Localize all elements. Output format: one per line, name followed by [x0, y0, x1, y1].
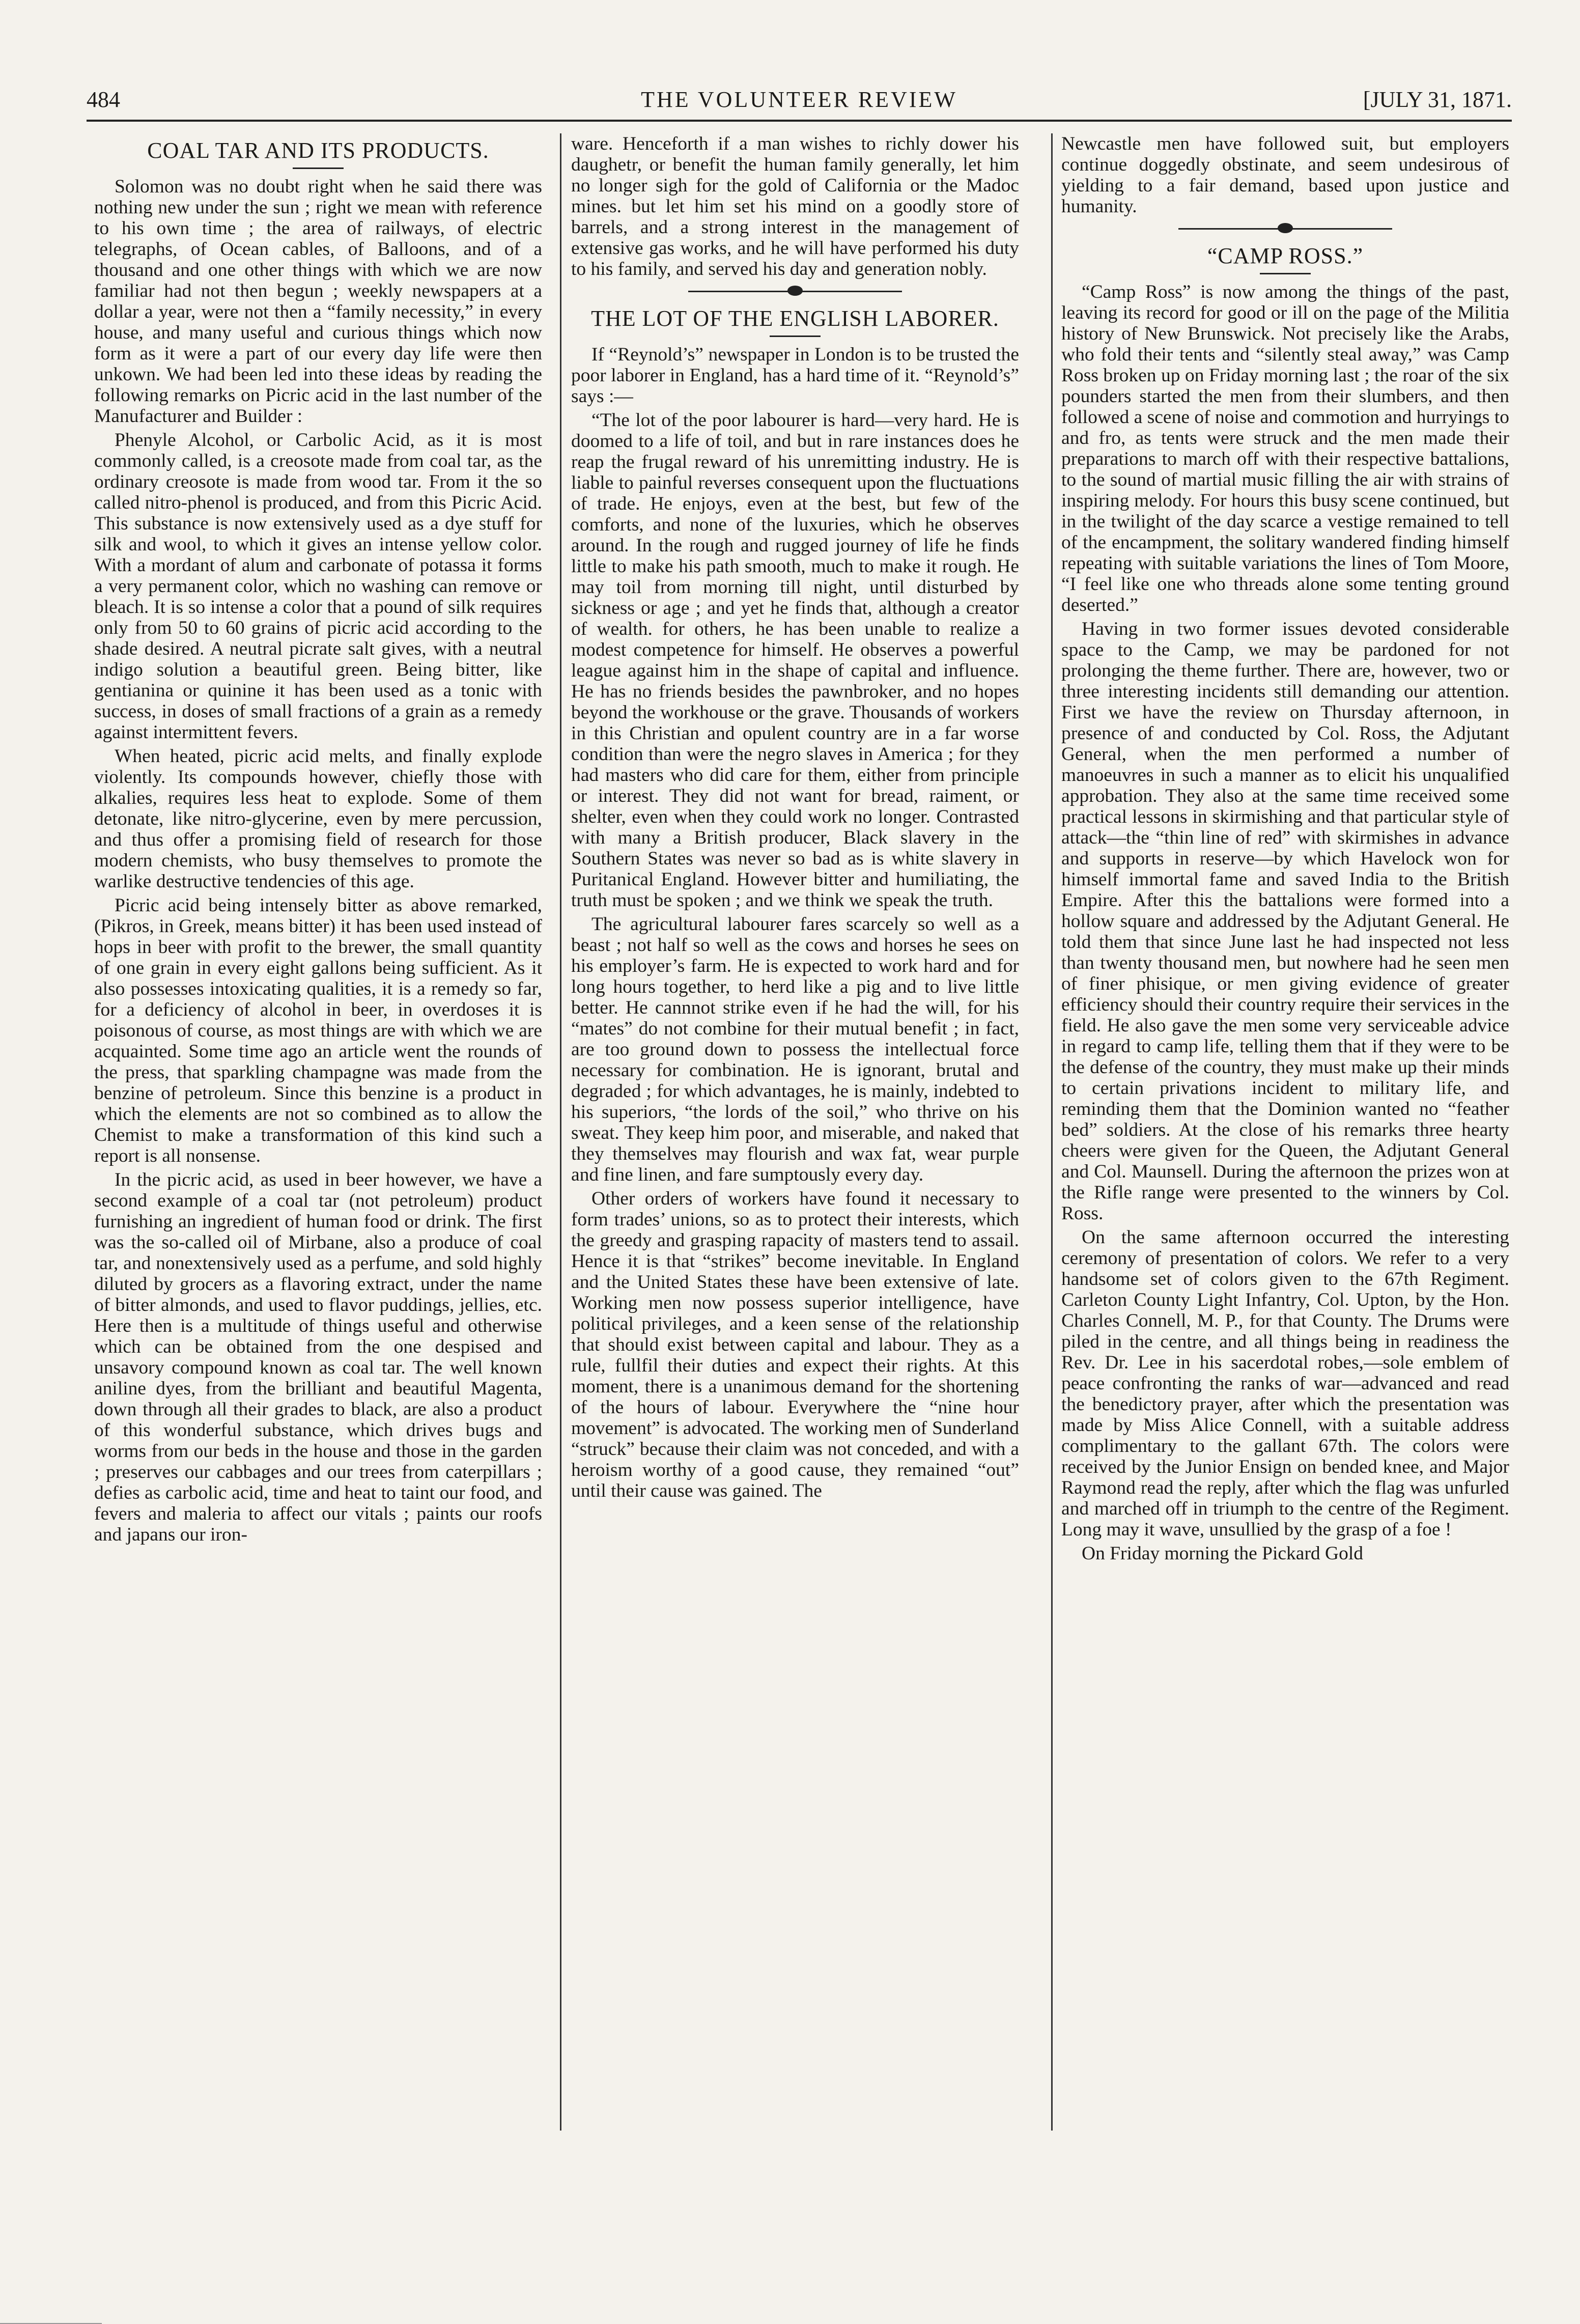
article-title: THE LOT OF THE ENGLISH LABORER. [591, 306, 999, 331]
column-2 [571, 133, 1019, 2222]
paragraph: In the picric acid, as used in beer however, we have a second example of a coal tar (not petroleum) product furnishing an ingredient of human food or drink. The first was the so-called oil of Mirbane, also a produce of coal tar, and nonextensively used as a perfume, and sold highly diluted by grocers as a flavoring extract, under the name of bitter almonds, and used to flavor puddings, jellies, etc. Here then is a multitude of things useful and otherwise which can be obtained from the one despised and unsavory compound known as coal tar. The well known aniline dyes, from the brilliant and beautiful Magenta, down through all their grades to black, are also a product of this wonderful substance, which drives bugs and worms from our beds in the house and those in the garden ; preserves our cabbages and our trees from caterpillars ; defies as carbolic acid, time and heat to taint our food, and fevers and maleria to affect our vitals ; paints our roofs and japans our iron- [94, 1169, 542, 1545]
masthead: THE VOLUNTEER REVIEW [641, 87, 957, 112]
page-header [87, 87, 1512, 122]
paragraph: Solomon was no doubt right when he said there was nothing new under the sun ; right we mean with reference to his own time ; the area of railways, of electric telegraphs, of Ocean cables, of Balloons, and of a thousand and one other things with which we are now familiar had not then begun ; weekly newspapers at a dollar a year, were not then a “family necessity,” in every house, and many useful and curious things which now form as it were a part of our every day life were then unkown. We had been led into these ideas by reading the following remarks on Picric acid in the last number of the Manufacturer and Builder : [94, 176, 542, 427]
column-1 [94, 133, 542, 2222]
article-title: COAL TAR AND ITS PRODUCTS. [147, 138, 489, 163]
section-divider [1178, 228, 1392, 232]
paragraph: “Camp Ross” is now among the things of the past, leaving its record for good or ill on the page of the Militia history of New Brunswick. Not precisely like the Arabs, who fold their tents and “silently steal away,” was Camp Ross broken up on Friday morning last ; the roar of the six pounders started the men from their slumbers, and then followed a scene of noise and commotion and hurryings to and fro, as tents were struck and the men made their preparations to march off with their respective battalions, to the sound of martial music filling the air with strains of inspiring melody. For hours this busy scene continued, but in the twilight of the day scarce a vestige remained to tell of the encampment, the solitary wandered finding himself repeating with suitable variations the lines of Tom Moore, “I feel like one who threads alone some tenting ground deserted.” [1061, 282, 1509, 615]
column-3 [1061, 133, 1509, 2222]
paragraph: Having in two former issues devoted considerable space to the Camp, we may be pardoned for not prolonging the theme further. There are, however, two or three interesting incidents still demanding our attention. First we have the review on Thursday afternoon, in presence of and conducted by Col. Ross, the Adjutant General, when the men performed a number of manoeuvres in such a manner as to elicit his unqualified approbation. They also at the same time received some practical lessons in skirmishing and that particular style of attack—the “thin line of red” with skirmishes in advance and supports in reserve—by which Havelock won for himself immortal fame and saved India to the British Empire. After this the battalions were formed into a hollow square and addressed by the Adjutant General. He told them that since June last he had inspected not less than twenty thousand men, but nowhere had he seen men of finer phisique, or men giving evidence of greater efficiency should their country require their services in the field. He also gave the men some very serviceable advice in regard to camp life, telling them that if they were to be the defense of the country, they must make up their minds to certain privations incident to military life, and reminding them that the Dominion wanted no “feather bed” soldiers. At the close of his remarks three hearty cheers were given for the Queen, the Adjutant General and Col. Maunsell. During the afternoon the prizes won at the Rifle range were presented to the winners by Col. Ross. [1061, 619, 1509, 1224]
issue-date: [JULY 31, 1871. [1363, 87, 1512, 112]
header-rule [87, 120, 1512, 122]
paragraph: If “Reynold’s” newspaper in London is to be trusted the poor laborer in England, has a hard time of it. “Reynold’s” says :— [571, 344, 1019, 407]
article-title: “CAMP ROSS.” [1207, 243, 1364, 268]
paragraph: Picric acid being intensely bitter as above remarked, (Pikros, in Greek, means bitter) it has been used instead of hops in beer with profit to the brewer, the small quantity of one grain in every eight gallons being sufficient. As it also possesses intoxicating qualities, it is a remedy so far, for a deficiency of alcohol in beer, in overdoses it is poisonous of course, as most things are with which we are acquainted. Some time ago an article went the rounds of the press, that sparkling champagne was made from the benzine of petroleum. Since this benzine is a product in which the elements are not so combined as to allow the Chemist to make a transformation of this kind such a report is all nonsense. [94, 895, 542, 1166]
section-divider [688, 291, 902, 294]
title-rule [1260, 273, 1311, 274]
column-divider [560, 133, 561, 2131]
paragraph: Newcastle men have followed suit, but employers continue doggedly obstinate, and seem undesirous of yielding to a fair demand, based upon justice and humanity. [1061, 133, 1509, 217]
title-rule [770, 335, 821, 337]
paragraph: When heated, picric acid melts, and finally explode violently. Its compounds however, chiefly those with alkalies, requires less heat to explode. Some of them detonate, like nitro-glycerine, even by mere percussion, and thus offer a promising field of research for those modern chemists, who busy themselves to promote the warlike destructive tendencies of this age. [94, 746, 542, 892]
paragraph: The agricultural labourer fares scarcely so well as a beast ; not half so well as the cows and horses he sees on his employer’s farm. He is expected to work hard and for long hours together, to herd like a pig and to live little better. He cannnot strike even if he had the will, for his “mates” do not combine for their mutual benefit ; in fact, are too ground down to possess the intellectual force necessary for combination. He is ignorant, brutal and degraded ; for which advantages, he is mainly, indebted to his superiors, “the lords of the soil,” who thrive on his sweat. They keep him poor, and miserable, and naked that they themselves may flourish and wax fat, wear purple and fine linen, and fare sumptously every day. [571, 914, 1019, 1185]
paragraph: On the same afternoon occurred the interesting ceremony of presentation of colors. We refer to a very handsome set of colors given to the 67th Regiment. Carleton County Light Infantry, Col. Upton, by the Hon. Charles Connell, M. P., for that County. The Drums were piled in the centre, and all things being in readiness the Rev. Dr. Lee in his sacerdotal robes,—sole emblem of peace confronting the ranks of war—advanced and read the benedictory prayer, after which the presentation was made by Miss Alice Connell, with a suitable address complimentary to the gallant 67th. The colors were received by the Junior Ensign on bended knee, and Major Raymond read the reply, after which the flag was unfurled and marched off in triumph to the centre of the Regiment. Long may it wave, unsullied by the grasp of a foe ! [1061, 1227, 1509, 1540]
paragraph: On Friday morning the Pickard Gold [1082, 1543, 1364, 1564]
title-rule [293, 167, 344, 169]
paragraph: “The lot of the poor labourer is hard—very hard. He is doomed to a life of toil, and but in rare instances does he reap the frugal reward of his unremitting industry. He is liable to painful reverses consequent upon the fluctuations of trade. He enjoys, even at the best, but few of the comforts, and none of the luxuries, which he observes around. In the rough and rugged journey of life he finds little to make his path smooth, much to make it rough. He may toil from morning till night, until disturbed by sickness or age ; and yet he finds that, although a creator of wealth. for others, he has been unable to realize a modest competence for himself. He observes a powerful league against him in the shape of capital and influence. He has no friends besides the pawnbroker, and no hopes beyond the workhouse or the grave. Thousands of workers in this Christian and opulent country are in a far worse condition than were the negro slaves in America ; for they had masters who did care for them, either from principle or interest. They did not want for bread, raiment, or shelter, even when they could work no longer. Contrasted with many a British producer, Black slavery in the Southern States was never so bad as is white slavery in Puritanical England. However bitter and humiliating, the truth must be spoken ; and we think we speak the truth. [571, 410, 1019, 911]
page-number: 484 [87, 87, 120, 112]
paragraph: Other orders of workers have found it necessary to form trades’ unions, so as to protect their interests, which the greedy and grasping rapacity of masters tend to assail. Hence it is that “strikes” become inevitable. In England and the United States these have been extensive of late. Working men now possess superior intelligence, have political privileges, and a keen sense of the relationship that should exist between capital and labour. They as a rule, fullfil their duties and expect their rights. At this moment, there is a unanimous demand for the shortening of the hours of labour. Everywhere the “nine hour movement” is advocated. The working men of Sunderland “struck” because their claim was not conceded, and with a heroism worthy of a good cause, they remained “out” until their cause was gained. The [571, 1188, 1019, 1501]
column-divider [1051, 133, 1053, 2131]
paragraph: Phenyle Alcohol, or Carbolic Acid, as it is most commonly called, is a creosote made from coal tar, as the ordinary creosote is made from wood tar. From it the so called nitro-phenol is produced, and from this Picric Acid. This substance is now extensively used as a dye stuff for silk and wool, to which it gives an intense yellow color. With a mordant of alum and carbonate of potassa it forms a very permanent color, which no washing can remove or bleach. It is so intense a color that a pound of silk requires only from 50 to 60 grains of picric acid according to the shade desired. A neutral picrate salt gives, with a neutral indigo solution a beautiful green. Being bitter, like gentianina or quinine it has been used as a tonic with success, in doses of small fractions of a grain as a remedy against intermittent fevers. [94, 430, 542, 743]
paragraph: ware. Henceforth if a man wishes to richly dower his daughetr, or benefit the human family generally, let him no longer sigh for the gold of California or the Madoc mines. but let him set his mind on a goodly store of barrels, and a strong interest in the management of extensive gas works, and he will have performed his duty to his family, and served his day and generation nobly. [571, 133, 1019, 279]
